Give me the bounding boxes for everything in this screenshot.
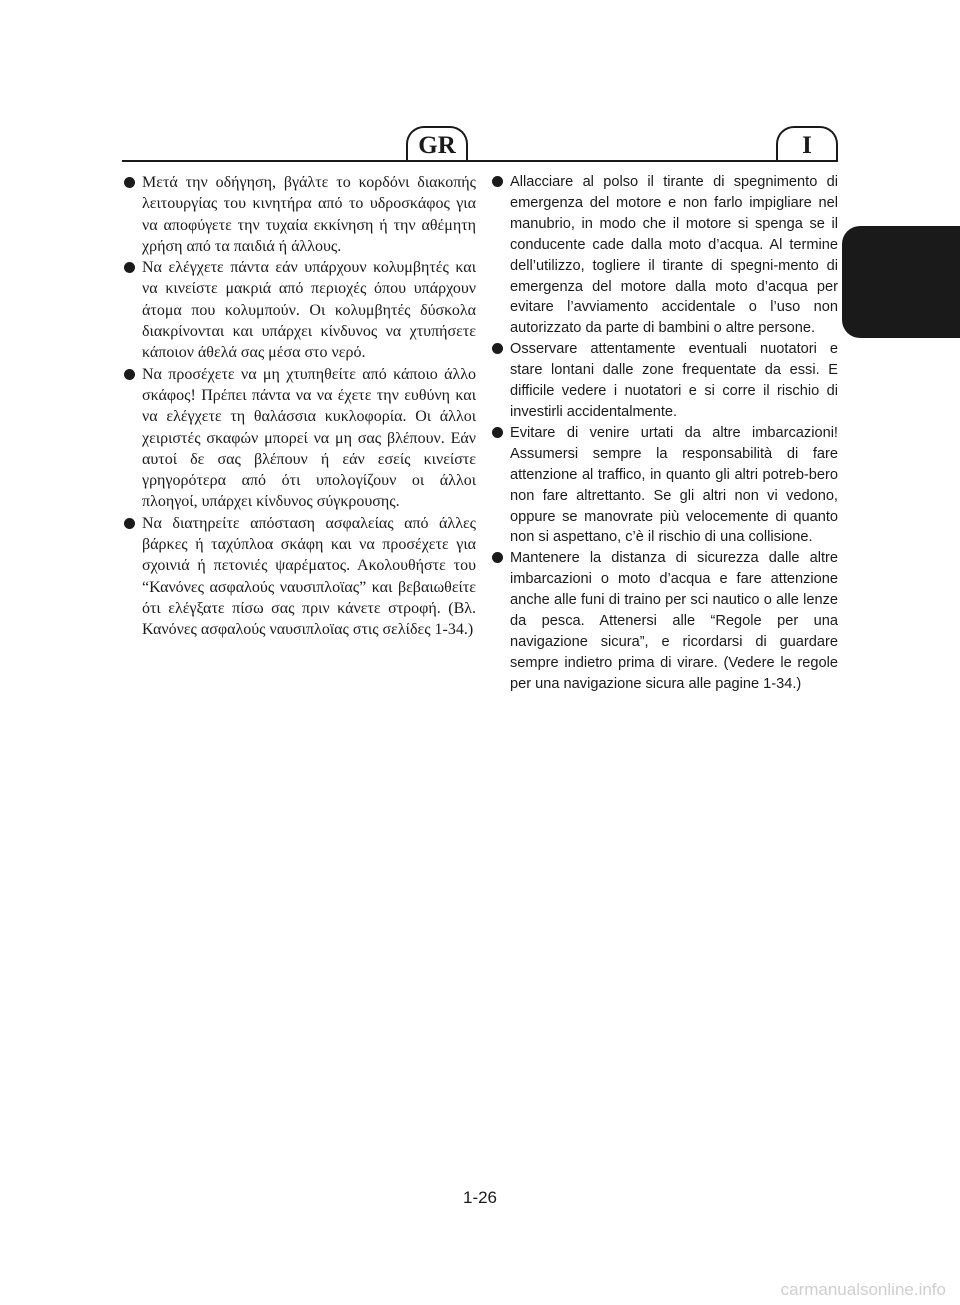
list-item [492,548,838,694]
language-badge-greek: GR [406,126,468,160]
greek-column [124,172,476,641]
list-item-text: Να ελέγχετε πάντα εάν υπάρχουν κολυμβητές και να κινείστε μακριά από περιοχές όπου υπάρχουν άτομα που κολυμπούν. Οι κολυμβητές δύσκολα διακρίνονται και υπάρχει κίνδυνος να χτυπήσετε κάποιον άθελά σας μέσα στο νερό. [142,259,476,362]
watermark: carmanualsonline.info [780,1280,946,1299]
list-item-text: Mantenere la distanza di sicurezza dalle altre imbarcazioni o moto d’acqua e fare attenzione anche alle funi di traino per sci nautico o alle lenze da pesca. Attenersi alle “Regole per una navigazione sicura”, e ricordarsi di guardare sempre indietro prima di virare. (Vedere le regole per una navigazione sicura alle pagine 1-34.) [510,550,838,692]
list-item [492,423,838,548]
bullet-icon [124,369,135,380]
italian-column [492,172,838,695]
list-item-text: Μετά την οδήγηση, βγάλτε το κορδόνι διακοπής λειτουργίας του κινητήρα από το υδροσκάφος για να αποφύγετε την τυχαία εκκίνηση ή την αθέμητη χρήση από τα παιδιά ή άλλους. [142,174,476,255]
list-item [124,513,476,641]
list-item-text: Evitare di venire urtati da altre imbarcazioni! Assumersi sempre la responsabilità di fare attenzione al traffico, in quanto gli altri potreb-bero non fare altrettanto. Se gli altri non vi vedono, oppure se manovrate più velocemente di quanto non si aspettano, c’è il rischio di una collisione. [510,424,838,546]
list-item-text: Allacciare al polso il tirante di spegnimento di emergenza del motore e non farlo impigliare nel manubrio, in modo che il motore si spenga se il conducente cade dalla moto d’acqua. Al termine dell’utilizzo, togliere il tirante di spegni-mento di emergenza del motore dalla moto d’acqua per evitare l’avviamento accidentale o l’uso non autorizzato da parte di bambini o altre persone. [510,174,838,337]
bullet-icon [124,518,135,529]
list-item-text: Osservare attentamente eventuali nuotatori e stare lontani dalle zone frequentate da essi. E difficile vedere i nuotatori e si corre il rischio di investirli accidentalmente. [510,341,838,420]
list-item [124,172,476,257]
list-item [492,339,838,423]
bullet-icon [124,262,135,273]
list-item-text: Να προσέχετε να μη χτυπηθείτε από κάποιο άλλο σκάφος! Πρέπει πάντα να να έχετε την ευθύνη και να ελέγχετε τη θαλάσσια κυκλοφορία. Οι άλλοι χειριστές σκαφών μπορεί να μη σας βλέπουν. Εάν αυτοί δε σας βλέπουν ή εάν εσείς κινείστε γρηγορότερα από ότι υπολογίζουν οι άλλοι πλοηγοί, υπάρχει κίνδυνος σύγκρουσης. [142,365,476,511]
language-badge-italian: I [776,126,838,160]
page-number: 1-26 [462,1188,498,1207]
list-item [124,257,476,363]
bullet-icon [124,177,135,188]
header-rule [122,160,838,162]
list-item [492,172,838,339]
list-item [124,364,476,513]
chapter-tab [842,226,960,338]
bullet-icon [492,427,503,438]
bullet-icon [492,552,503,563]
list-item-text: Να διατηρείτε απόσταση ασφαλείας από άλλες βάρκες ή ταχύπλοα σκάφη και να προσέχετε για σχοινιά ή πετονιές ψαρέματος. Ακολουθήστε του “Κανόνες ασφαλούς ναυσιπλοϊας” και βεβαιωθείτε ότι ελέγξατε πίσω σας πριν κάνετε στροφή. (Βλ. Κανόνες ασφαλούς ναυσιπλοϊας στις σελίδες 1-34.) [142,514,476,639]
bullet-icon [492,343,503,354]
bullet-icon [492,176,503,187]
